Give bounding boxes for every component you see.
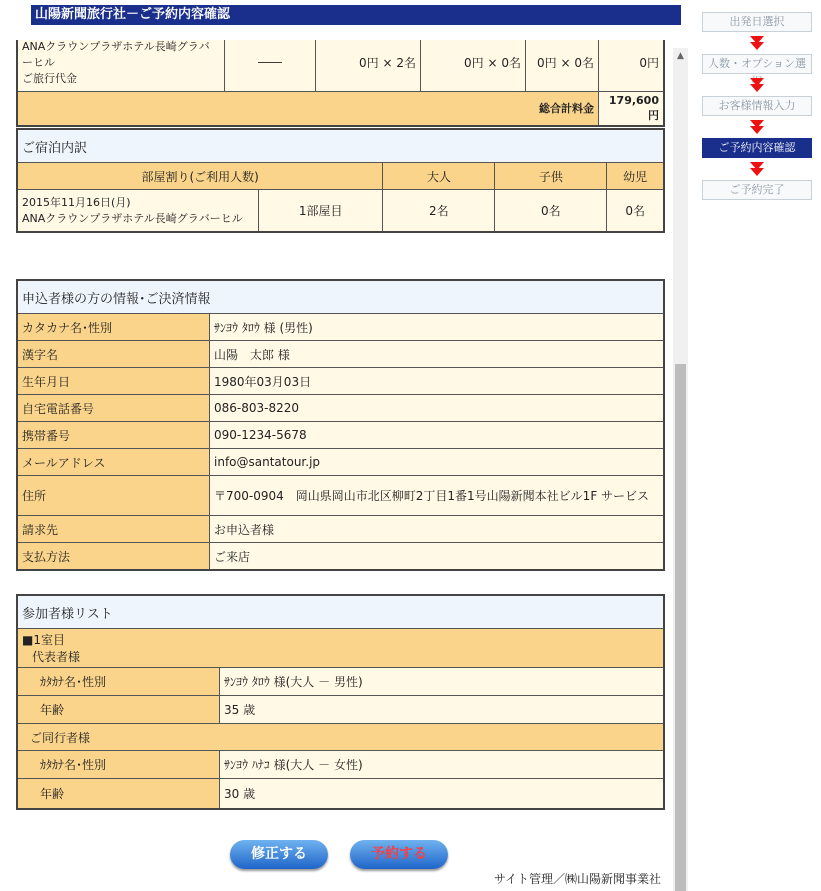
total-label: 総合計料金 [17,91,599,126]
applicant-label: 携帯番号 [17,422,210,449]
stay-date: 2015年11月16日(月) [22,196,131,210]
applicant-value: 1980年03月03日 [210,368,665,395]
footer-text: サイト管理／㈱山陽新聞事業社 [493,872,661,886]
fare-infant: 0円 × 0名 [526,40,599,91]
applicant-label: 請求先 [17,516,210,543]
scroll-thumb[interactable] [675,364,686,891]
stay-adult: 2名 [383,190,495,232]
step-arrow-icon [702,158,812,180]
applicant-value: 山陽 太郎 様 [210,341,665,368]
applicant-label: メールアドレス [17,449,210,476]
stay-header-infant: 幼児 [607,163,664,190]
page-title: 山陽新聞旅行社－ご予約内容確認 [31,5,681,25]
step-date-select: 出発日選択 [702,12,812,32]
applicant-label: 生年月日 [17,368,210,395]
applicant-value: info@santatour.jp [210,449,665,476]
step-options-select: 人数・オプション選択 [702,54,812,74]
stay-header-room: 部屋割り(ご利用人数) [17,163,383,190]
companion-label: ご同行者様 [17,724,664,751]
step-progress [702,12,812,200]
room-label: ■1室目 [22,633,65,647]
participants-room [17,629,664,668]
applicant-value: ｻﾝﾖｳ ﾀﾛｳ 様 (男性) [210,314,665,341]
participants-table [16,594,665,810]
total-value: 179,600円 [599,91,665,126]
stay-infant: 0名 [607,190,664,232]
applicant-title: 申込者様の方の情報･ご決済情報 [17,280,664,314]
scrollbar[interactable] [673,48,688,891]
applicant-value: お申込者様 [210,516,665,543]
applicant-value: ご来店 [210,543,665,571]
comp-name: ｻﾝﾖｳ ﾊﾅｺ 様(大人 － 女性) [220,751,665,779]
action-buttons [0,840,690,870]
rep-name: ｻﾝﾖｳ ﾀﾛｳ 様(大人 － 男性) [220,668,665,696]
comp-age-label: 年齢 [17,779,220,809]
rep-label: 代表者様 [32,650,81,664]
fare-child: 0円 × 0名 [421,40,526,91]
fare-dash: ―― [225,40,316,91]
stay-header-child: 子供 [495,163,607,190]
step-arrow-icon [702,116,812,138]
modify-button[interactable]: 修正する [230,840,328,869]
fare-adult: 0円 × 2名 [316,40,421,91]
applicant-label: カタカナ名･性別 [17,314,210,341]
applicant-value: 086-803-8220 [210,395,665,422]
rep-name-label: ｶﾀｶﾅ名･性別 [17,668,220,696]
applicant-label: 漢字名 [17,341,210,368]
rep-age: 35 歳 [220,696,665,724]
applicant-label: 支払方法 [17,543,210,571]
step-complete: ご予約完了 [702,180,812,200]
fare-subtotal: 0円 [599,40,665,91]
rep-age-label: 年齢 [17,696,220,724]
fare-table [16,40,665,127]
applicant-value: 〒700-0904 岡山県岡山市北区柳町2丁目1番1号山陽新聞本社ビル1F サービス [210,476,665,516]
stay-room: 1部屋目 [259,190,383,232]
applicant-label: 自宅電話番号 [17,395,210,422]
step-confirm: ご予約内容確認 [702,138,812,158]
step-arrow-icon [702,74,812,96]
stay-title: ご宿泊内訳 [17,129,664,163]
fare-label: ご旅行代金 [22,72,77,86]
stay-hotel: ANAクラウンプラザホテル長崎グラバーヒル [22,212,243,226]
reserve-button[interactable]: 予約する [350,840,448,869]
step-customer-info: お客様情報入力 [702,96,812,116]
stay-header-adult: 大人 [383,163,495,190]
applicant-table [16,279,665,571]
applicant-value: 090-1234-5678 [210,422,665,449]
comp-age: 30 歳 [220,779,665,809]
content-scroll-area [0,40,690,891]
stay-date-hotel [17,190,259,232]
stay-table [16,128,665,233]
fare-item-cell [17,40,225,91]
fare-hotel: ANAクラウンプラザホテル長崎グラバーヒル [22,40,210,70]
step-arrow-icon [702,32,812,54]
comp-name-label: ｶﾀｶﾅ名･性別 [17,751,220,779]
scroll-up-icon[interactable]: ▲ [677,51,684,61]
stay-child: 0名 [495,190,607,232]
applicant-label: 住所 [17,476,210,516]
participants-title: 参加者様リスト [17,595,664,629]
